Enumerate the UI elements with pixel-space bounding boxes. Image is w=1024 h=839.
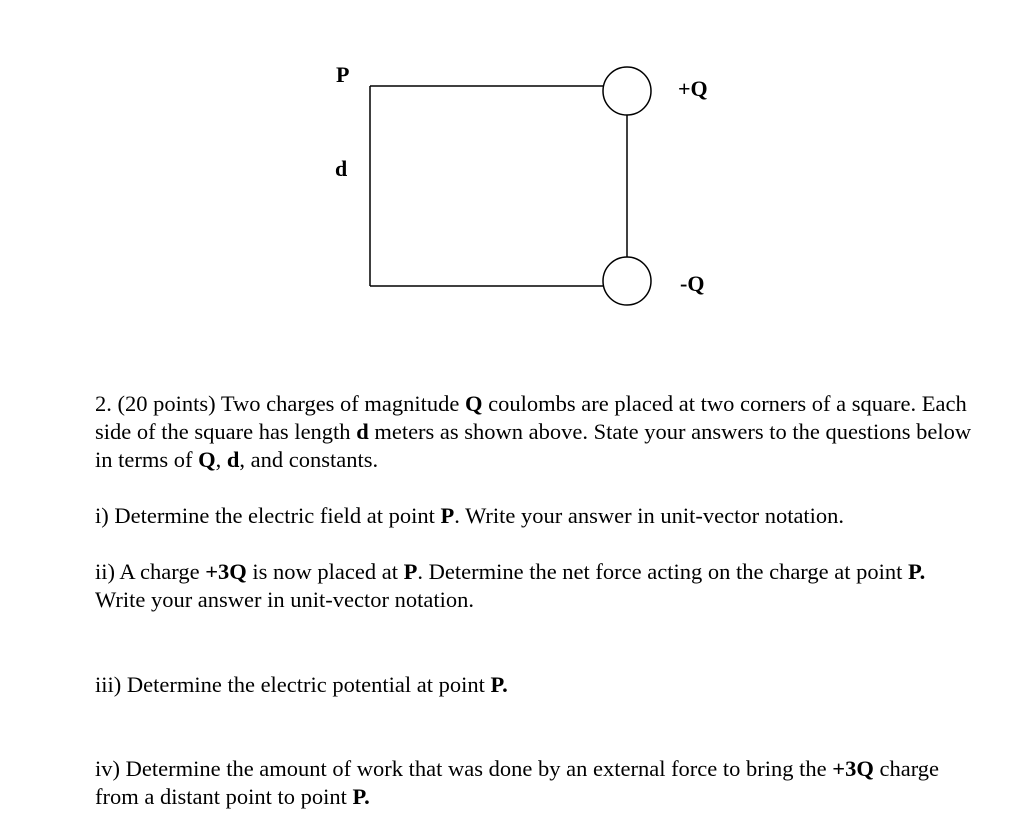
part-iii-bold-p: P. — [490, 672, 508, 697]
part-ii-text-2: is now placed at — [246, 559, 404, 584]
intro-bold-d: d — [356, 419, 369, 444]
part-iii-text-1: iii) Determine the electric potential at point — [95, 672, 491, 697]
point-p-label: P — [336, 62, 350, 87]
plus-q-label: +Q — [678, 76, 708, 101]
intro-bold-q: Q — [465, 391, 483, 416]
part-i-bold-p: P — [440, 503, 455, 528]
part-iv — [95, 755, 975, 811]
intro-text-5: , and constants. — [239, 447, 379, 472]
intro-text-2: coulombs are placed at two corners of a square. Each side of the square has length — [95, 391, 967, 444]
intro-bold-d-2: d — [226, 447, 240, 472]
part-ii-bold-p: P — [403, 559, 418, 584]
intro-text-1: 2. (20 points) Two charges of magnitude — [95, 391, 466, 416]
part-ii-text-4: Write your answer in unit-vector notation. — [95, 587, 474, 612]
part-i — [95, 502, 975, 530]
side-length-d-label: d — [335, 156, 348, 181]
problem-statement — [95, 390, 975, 474]
part-ii-text-3: . Determine the net force acting on the charge at point — [417, 559, 908, 584]
diagram-svg — [0, 0, 1024, 340]
part-ii-text-1: ii) A charge — [95, 559, 206, 584]
part-i-text-2: . Write your answer in unit-vector notation. — [454, 503, 845, 528]
part-iv-bold-3q: +3Q — [832, 756, 874, 781]
square-charge-diagram — [0, 0, 1024, 340]
intro-text-3: meters as shown above. State your answers to the questions below in terms of — [95, 419, 972, 472]
intro-text-4: , — [215, 447, 227, 472]
intro-bold-q-2: Q — [198, 447, 216, 472]
part-ii — [95, 558, 975, 614]
part-iii — [95, 671, 975, 699]
part-i-text-1: i) Determine the electric field at point — [95, 503, 441, 528]
part-ii-bold-p-2: P. — [908, 559, 926, 584]
charge-plus-q-circle — [603, 67, 651, 115]
part-iv-bold-p: P. — [352, 784, 370, 809]
minus-q-label: -Q — [680, 271, 705, 296]
part-ii-bold-3q: +3Q — [205, 559, 247, 584]
charge-minus-q-circle — [603, 257, 651, 305]
part-iv-text-2: charge from a distant point to point — [95, 756, 940, 809]
part-iv-text-1: iv) Determine the amount of work that was done by an external force to bring the — [95, 756, 833, 781]
